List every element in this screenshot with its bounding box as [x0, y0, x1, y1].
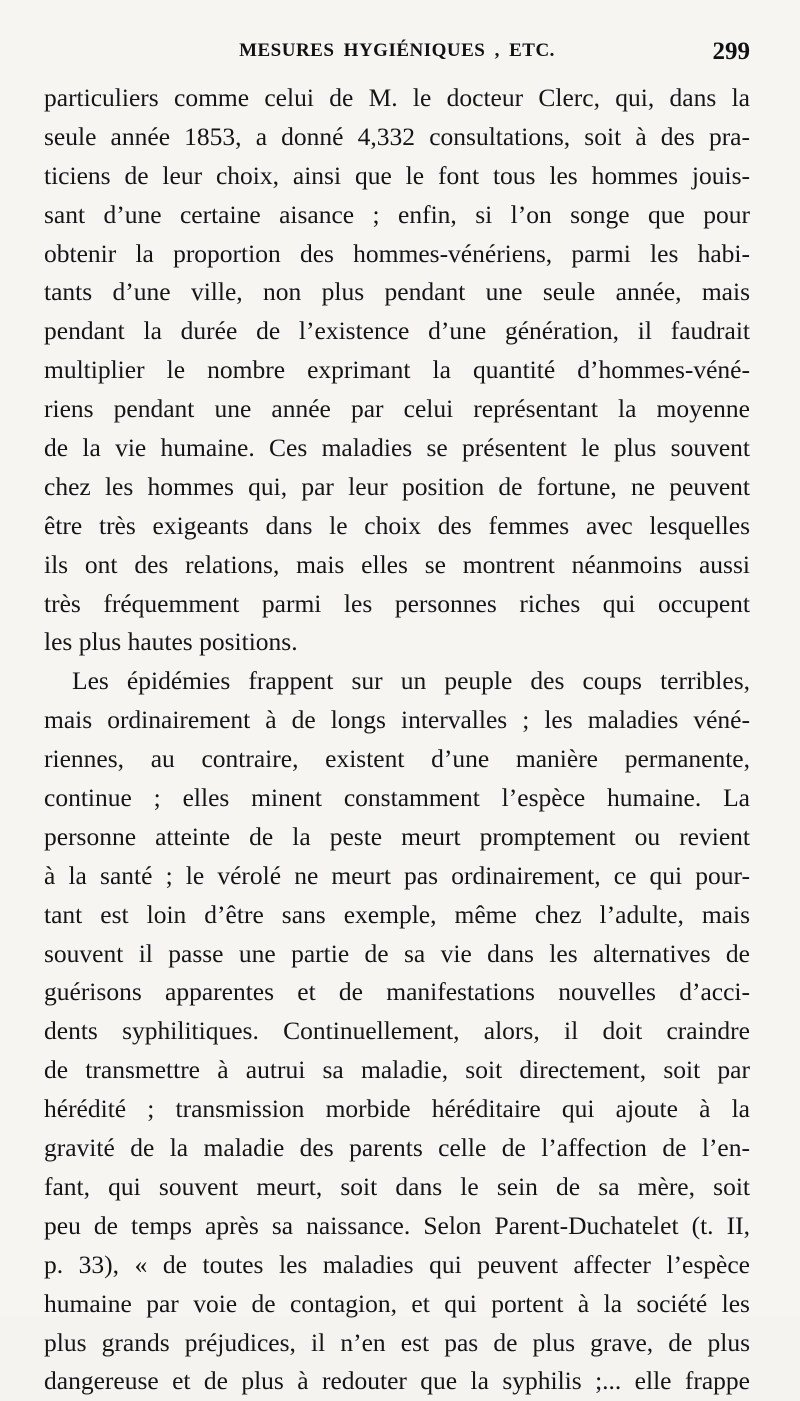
- text-line: Les épidémies frappent sur un peuple des coups terribles,: [72, 666, 750, 696]
- text-line: de transmettre à autrui sa maladie, soit directement, soit par: [44, 1055, 750, 1085]
- text-line: guérisons apparentes et de manifestations nouvelles d’acci-: [44, 977, 750, 1007]
- text-line: chez les hommes qui, par leur position de fortune, ne peuvent: [44, 471, 750, 501]
- text-line: fant, qui souvent meurt, soit dans le sein de sa mère, soit: [44, 1171, 750, 1201]
- text-line: hérédité ; transmission morbide héréditaire qui ajoute à la: [44, 1094, 750, 1124]
- text-line: pendant la durée de l’existence d’une génération, il faudrait: [44, 316, 750, 346]
- text-line: riennes, au contraire, existent d’une manière permanente,: [44, 744, 750, 774]
- text-line: continue ; elles minent constamment l’espèce humaine. La: [44, 783, 750, 813]
- text-line: riens pendant une année par celui représentant la moyenne: [44, 394, 750, 424]
- text-line: tant est loin d’être sans exemple, même chez l’adulte, mais: [44, 899, 750, 929]
- text-line: dents syphilitiques. Continuellement, alors, il doit craindre: [44, 1016, 750, 1046]
- text-line: les plus hautes positions.: [44, 627, 298, 657]
- text-line: humaine par voie de contagion, et qui portent à la société les: [44, 1288, 750, 1318]
- page-number: 299: [712, 38, 750, 65]
- text-line: obtenir la proportion des hommes-vénériens, parmi les habi-: [44, 238, 750, 268]
- page-header: [44, 38, 750, 70]
- text-line: seule année 1853, a donné 4,332 consultations, soit à des pra-: [44, 121, 750, 151]
- text-line: dangereuse et de plus à redouter que la syphilis ;... elle frappe: [44, 1366, 750, 1396]
- text-line: plus grands préjudices, il n’en est pas de plus grave, de plus: [44, 1327, 750, 1357]
- text-line: mais ordinairement à de longs intervalles ; les maladies véné-: [44, 705, 750, 735]
- paragraph: [44, 662, 750, 1401]
- running-title: MESURES HYGIÉNIQUES , ETC.: [239, 40, 555, 61]
- text-line: tants d’une ville, non plus pendant une seule année, mais: [44, 277, 750, 307]
- text-line: à la santé ; le vérolé ne meurt pas ordinairement, ce qui pour-: [44, 860, 750, 890]
- text-line: multiplier le nombre exprimant la quantité d’hommes-véné-: [44, 355, 750, 385]
- text-line: ticiens de leur choix, ainsi que le font tous les hommes jouis-: [44, 160, 750, 190]
- text-line: peu de temps après sa naissance. Selon Parent-Duchatelet (t. II,: [44, 1210, 750, 1240]
- paragraph: [44, 79, 750, 662]
- text-line: de la vie humaine. Ces maladies se présentent le plus souvent: [44, 433, 750, 463]
- text-line: sant d’une certaine aisance ; enfin, si l’on songe que pour: [44, 199, 750, 229]
- body-text: [44, 79, 750, 1401]
- text-line: ils ont des relations, mais elles se montrent néanmoins aussi: [44, 549, 750, 579]
- text-line: gravité de la maladie des parents celle de l’affection de l’en-: [44, 1133, 750, 1163]
- text-line: être très exigeants dans le choix des femmes avec lesquelles: [44, 510, 750, 540]
- text-line: personne atteinte de la peste meurt promptement ou revient: [44, 821, 750, 851]
- text-line: souvent il passe une partie de sa vie dans les alternatives de: [44, 938, 750, 968]
- text-line: particuliers comme celui de M. le docteur Clerc, qui, dans la: [44, 83, 750, 112]
- text-line: p. 33), « de toutes les maladies qui peuvent affecter l’espèce: [44, 1249, 750, 1279]
- text-line: très fréquemment parmi les personnes riches qui occupent: [44, 588, 750, 618]
